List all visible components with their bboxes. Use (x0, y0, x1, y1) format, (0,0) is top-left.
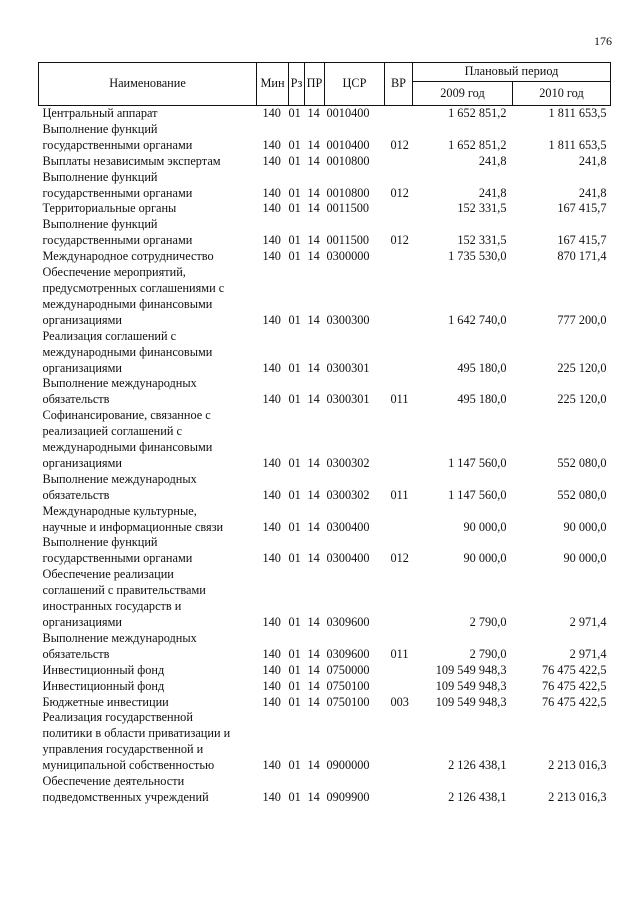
row-value-2010: 90 000,0 (563, 519, 607, 534)
row-pr: 14 (307, 201, 320, 216)
row-name-line: обязательств (42, 646, 110, 661)
row-rz: 01 (288, 694, 301, 709)
row-csr: 0300302 (326, 487, 370, 502)
row-min: 140 (262, 455, 281, 470)
table-row (39, 679, 611, 695)
row-pr: 14 (307, 646, 320, 661)
row-vr: 011 (390, 487, 409, 502)
row-pr: 14 (307, 662, 320, 677)
header-pr: ПР (305, 63, 325, 106)
row-pr: 14 (307, 487, 320, 502)
row-vr (385, 329, 413, 377)
row-name-line: организациями (42, 360, 122, 375)
row-value-2009: 152 331,5 (457, 233, 507, 248)
row-pr: 14 (307, 360, 320, 375)
row-name-line: организациями (42, 455, 122, 470)
row-name-line: Выполнение международных (42, 471, 197, 486)
row-name (39, 265, 257, 329)
row-vr: 012 (390, 233, 409, 248)
row-name (39, 695, 257, 711)
row-name-line: государственными органами (42, 185, 193, 200)
row-value-2010: 2 971,4 (569, 646, 607, 661)
table-row (39, 217, 611, 249)
header-year-2010: 2010 год (513, 82, 611, 106)
row-name-line: Бюджетные инвестиции (42, 694, 169, 709)
row-pr: 14 (307, 137, 320, 152)
row-rz: 01 (288, 249, 301, 264)
row-name-line: управления государственной и (42, 742, 204, 757)
row-rz: 01 (288, 789, 301, 804)
row-rz: 01 (288, 106, 301, 120)
row-min: 140 (262, 678, 281, 693)
row-min: 140 (262, 615, 281, 629)
header-vr: ВР (385, 63, 413, 106)
row-pr: 14 (307, 312, 320, 327)
table-row (39, 106, 611, 122)
row-name-line: Обеспечение мероприятий, (42, 265, 186, 280)
row-csr: 0750100 (326, 678, 370, 693)
row-rz: 01 (288, 455, 301, 470)
row-value-2009: 2 790,0 (469, 646, 507, 661)
row-name-line: Выполнение функций (42, 121, 158, 136)
table-row (39, 631, 611, 663)
row-rz: 01 (288, 233, 301, 248)
row-rz: 01 (288, 487, 301, 502)
row-name-line: международными финансовыми (42, 296, 213, 311)
row-min: 140 (262, 185, 281, 200)
table-row (39, 201, 611, 217)
table-row (39, 265, 611, 329)
row-name-line: предусмотренных соглашениями с (42, 280, 225, 295)
row-vr: 003 (390, 694, 409, 709)
row-value-2010: 1 811 653,5 (548, 106, 607, 120)
row-name (39, 408, 257, 472)
row-pr: 14 (307, 789, 320, 804)
row-min: 140 (262, 153, 281, 168)
row-rz: 01 (288, 646, 301, 661)
row-value-2010: 2 213 016,3 (548, 758, 607, 773)
row-name-line: Выполнение функций (42, 169, 158, 184)
row-name-line: Международные культурные, (42, 503, 197, 518)
row-value-2009: 1 735 530,0 (448, 249, 507, 264)
row-csr: 0300300 (326, 312, 370, 327)
row-csr: 0300000 (326, 249, 370, 264)
table-row (39, 376, 611, 408)
row-value-2010: 167 415,7 (557, 233, 607, 248)
row-pr: 14 (307, 678, 320, 693)
row-name-line: Выполнение функций (42, 217, 158, 232)
row-min: 140 (262, 487, 281, 502)
row-csr: 0010800 (326, 185, 370, 200)
row-vr (385, 663, 413, 679)
row-name-line: Инвестиционный фонд (42, 678, 165, 693)
table-row (39, 408, 611, 472)
row-min: 140 (262, 519, 281, 534)
row-csr: 0309600 (326, 646, 370, 661)
row-min: 140 (262, 233, 281, 248)
row-pr: 14 (307, 233, 320, 248)
row-csr: 0010400 (326, 137, 370, 152)
row-value-2010: 1 811 653,5 (548, 137, 607, 152)
row-name-line: международными финансовыми (42, 440, 213, 455)
row-name-line: Выполнение международных (42, 376, 197, 391)
row-rz: 01 (288, 662, 301, 677)
row-name-line: Софинансирование, связанное с (42, 408, 211, 423)
row-csr: 0300302 (326, 455, 370, 470)
table-row (39, 663, 611, 679)
row-vr (385, 408, 413, 472)
row-name-line: Центральный аппарат (42, 106, 158, 120)
row-value-2010: 76 475 422,5 (541, 694, 607, 709)
header-year-2009: 2009 год (413, 82, 513, 106)
row-csr: 0309600 (326, 615, 370, 629)
row-csr: 0750100 (326, 694, 370, 709)
table-row (39, 472, 611, 504)
table-row (39, 154, 611, 170)
row-csr: 0300301 (326, 392, 370, 407)
row-min: 140 (262, 392, 281, 407)
row-name-line: государственными органами (42, 233, 193, 248)
row-name-line: муниципальной собственностью (42, 758, 215, 773)
header-name: Наименование (39, 63, 257, 106)
row-min: 140 (262, 551, 281, 566)
row-name (39, 663, 257, 679)
row-name-line: подведомственных учреждений (42, 789, 209, 804)
row-min: 140 (262, 312, 281, 327)
row-value-2009: 152 331,5 (457, 201, 507, 216)
row-csr: 0909900 (326, 789, 370, 804)
row-pr: 14 (307, 106, 320, 120)
row-name (39, 472, 257, 504)
row-value-2009: 1 652 851,2 (448, 137, 507, 152)
row-rz: 01 (288, 185, 301, 200)
row-vr (385, 567, 413, 631)
row-rz: 01 (288, 137, 301, 152)
table-row (39, 170, 611, 202)
row-name-line: Реализация соглашений с (42, 328, 177, 343)
row-value-2009: 2 790,0 (469, 615, 507, 629)
table-row (39, 249, 611, 265)
row-name (39, 249, 257, 265)
budget-table (38, 62, 611, 806)
row-rz: 01 (288, 758, 301, 773)
table-body (39, 106, 611, 806)
row-value-2010: 225 120,0 (557, 360, 607, 375)
row-vr: 011 (390, 646, 409, 661)
row-value-2009: 1 642 740,0 (448, 312, 507, 327)
row-name-line: обязательств (42, 487, 110, 502)
row-pr: 14 (307, 758, 320, 773)
row-value-2009: 109 549 948,3 (435, 694, 507, 709)
row-rz: 01 (288, 312, 301, 327)
row-value-2009: 2 126 438,1 (448, 758, 507, 773)
table-row (39, 535, 611, 567)
row-rz: 01 (288, 551, 301, 566)
row-rz: 01 (288, 153, 301, 168)
row-name (39, 567, 257, 631)
row-vr: 011 (390, 392, 409, 407)
row-name-line: государственными органами (42, 551, 193, 566)
row-pr: 14 (307, 519, 320, 534)
row-name (39, 329, 257, 377)
row-pr: 14 (307, 392, 320, 407)
row-pr: 14 (307, 615, 320, 629)
row-value-2009: 241,8 (478, 185, 507, 200)
row-value-2009: 495 180,0 (457, 392, 507, 407)
row-value-2010: 777 200,0 (557, 312, 607, 327)
row-vr (385, 774, 413, 806)
row-name (39, 504, 257, 536)
row-min: 140 (262, 662, 281, 677)
row-rz: 01 (288, 519, 301, 534)
row-pr: 14 (307, 551, 320, 566)
row-value-2009: 1 147 560,0 (448, 487, 507, 502)
table-row (39, 122, 611, 154)
row-name-line: иностранных государств и (42, 599, 182, 614)
row-rz: 01 (288, 360, 301, 375)
row-name-line: организациями (42, 312, 122, 327)
row-value-2010: 76 475 422,5 (541, 662, 607, 677)
row-value-2010: 225 120,0 (557, 392, 607, 407)
header-rz: Рз (289, 63, 305, 106)
row-pr: 14 (307, 249, 320, 264)
row-vr (385, 201, 413, 217)
row-vr (385, 710, 413, 774)
row-name-line: Выполнение международных (42, 630, 197, 645)
row-min: 140 (262, 201, 281, 216)
table-row (39, 774, 611, 806)
row-csr: 0300400 (326, 551, 370, 566)
row-vr: 012 (390, 551, 409, 566)
table-row (39, 329, 611, 377)
row-name (39, 710, 257, 774)
row-name-line: организациями (42, 615, 122, 629)
row-min: 140 (262, 694, 281, 709)
table-header (39, 63, 611, 106)
row-vr (385, 265, 413, 329)
row-name (39, 106, 257, 122)
row-name-line: Инвестиционный фонд (42, 662, 165, 677)
row-value-2010: 76 475 422,5 (541, 678, 607, 693)
row-value-2010: 2 971,4 (569, 615, 607, 629)
row-name (39, 154, 257, 170)
table-row (39, 695, 611, 711)
row-vr (385, 154, 413, 170)
row-name-line: Обеспечение деятельности (42, 774, 185, 789)
row-vr (385, 106, 413, 122)
row-value-2010: 167 415,7 (557, 201, 607, 216)
header-planned-period: Плановый период (413, 63, 611, 82)
row-csr: 0010400 (326, 106, 370, 120)
row-name (39, 376, 257, 408)
row-value-2010: 552 080,0 (557, 455, 607, 470)
row-min: 140 (262, 106, 281, 120)
row-min: 140 (262, 249, 281, 264)
row-name-line: Выплаты независимым экспертам (42, 153, 221, 168)
row-vr: 012 (390, 185, 409, 200)
row-value-2010: 241,8 (578, 153, 607, 168)
row-min: 140 (262, 360, 281, 375)
header-min: Мин (257, 63, 289, 106)
row-vr (385, 679, 413, 695)
row-name (39, 122, 257, 154)
row-name-line: международными финансовыми (42, 344, 213, 359)
row-name-line: научные и информационные связи (42, 519, 224, 534)
row-pr: 14 (307, 694, 320, 709)
row-value-2009: 109 549 948,3 (435, 678, 507, 693)
row-vr: 012 (390, 137, 409, 152)
row-csr: 0010800 (326, 153, 370, 168)
table-row (39, 567, 611, 631)
row-value-2010: 2 213 016,3 (548, 789, 607, 804)
row-pr: 14 (307, 153, 320, 168)
row-name-line: государственными органами (42, 137, 193, 152)
row-name (39, 217, 257, 249)
table-row (39, 710, 611, 774)
row-pr: 14 (307, 185, 320, 200)
row-csr: 0011500 (326, 233, 370, 248)
row-name (39, 170, 257, 202)
row-value-2009: 90 000,0 (463, 551, 507, 566)
row-name-line: Выполнение функций (42, 535, 158, 550)
row-name (39, 201, 257, 217)
row-name-line: политики в области приватизации и (42, 726, 231, 741)
row-vr (385, 504, 413, 536)
row-name-line: соглашений с правительствами (42, 583, 206, 598)
row-csr: 0300400 (326, 519, 370, 534)
row-name-line: Реализация государственной (42, 710, 193, 725)
row-value-2009: 241,8 (478, 153, 507, 168)
row-rz: 01 (288, 201, 301, 216)
row-name (39, 535, 257, 567)
row-value-2010: 552 080,0 (557, 487, 607, 502)
row-name-line: Территориальные органы (42, 201, 177, 216)
row-value-2009: 90 000,0 (463, 519, 507, 534)
row-min: 140 (262, 758, 281, 773)
row-name-line: Международное сотрудничество (42, 249, 214, 264)
table-row (39, 504, 611, 536)
header-csr: ЦСР (325, 63, 385, 106)
row-rz: 01 (288, 615, 301, 629)
row-value-2009: 495 180,0 (457, 360, 507, 375)
row-name-line: Обеспечение реализации (42, 567, 174, 582)
row-rz: 01 (288, 678, 301, 693)
row-pr: 14 (307, 455, 320, 470)
row-rz: 01 (288, 392, 301, 407)
row-min: 140 (262, 789, 281, 804)
row-name (39, 679, 257, 695)
row-csr: 0900000 (326, 758, 370, 773)
row-value-2009: 1 147 560,0 (448, 455, 507, 470)
row-value-2010: 90 000,0 (563, 551, 607, 566)
page-number: 176 (594, 34, 612, 48)
row-value-2009: 109 549 948,3 (435, 662, 507, 677)
row-vr (385, 249, 413, 265)
row-name (39, 631, 257, 663)
row-min: 140 (262, 646, 281, 661)
row-csr: 0011500 (326, 201, 370, 216)
row-name-line: обязательств (42, 392, 110, 407)
row-value-2010: 241,8 (578, 185, 607, 200)
row-csr: 0750000 (326, 662, 370, 677)
row-value-2010: 870 171,4 (557, 249, 607, 264)
row-csr: 0300301 (326, 360, 370, 375)
row-name-line: реализацией соглашений с (42, 424, 182, 439)
row-value-2009: 2 126 438,1 (448, 789, 507, 804)
row-min: 140 (262, 137, 281, 152)
row-value-2009: 1 652 851,2 (448, 106, 507, 120)
row-name (39, 774, 257, 806)
